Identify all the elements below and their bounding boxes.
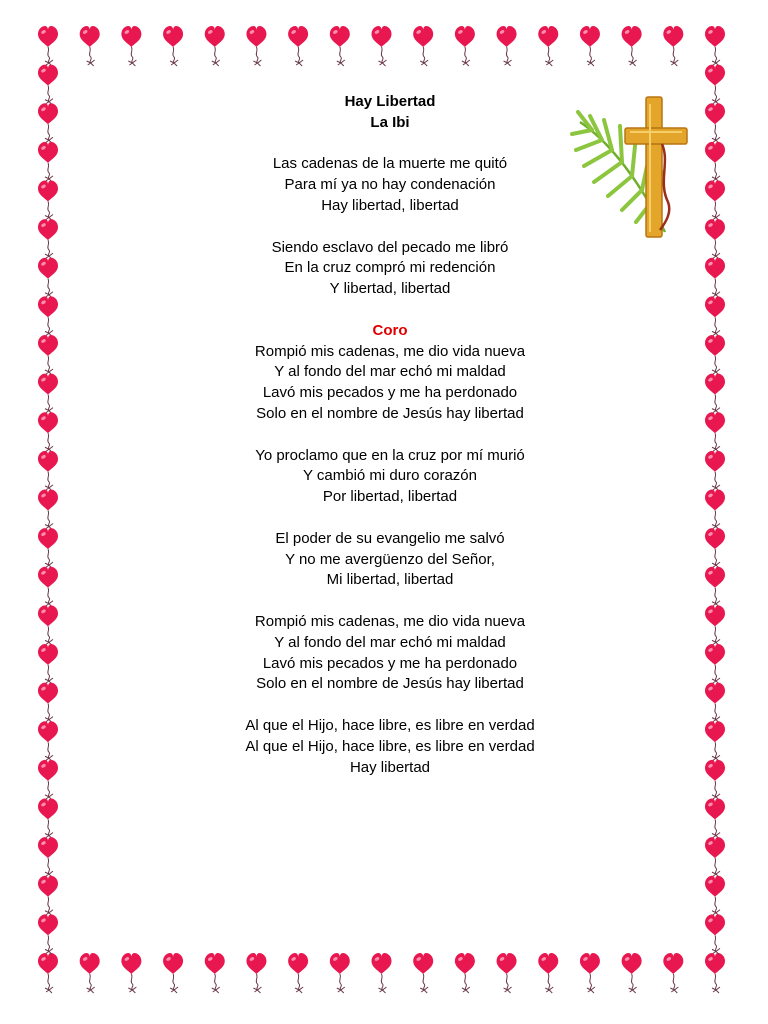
lyric-line: Por libertad, libertad [322, 488, 458, 506]
heart-balloon-icon [38, 567, 58, 607]
heart-balloon-icon [705, 26, 725, 66]
heart-balloon-icon [455, 26, 475, 66]
heart-balloon-icon [205, 26, 225, 66]
heart-balloon-icon [121, 953, 141, 993]
heart-balloon-icon [663, 26, 683, 66]
lyric-line: Hay libertad, libertad [321, 196, 459, 214]
lyric-line: Solo en el nombre de Jesús hay libertad [256, 404, 524, 422]
song-title: Hay Libertad [344, 93, 436, 110]
heart-balloon-icon [38, 799, 58, 839]
heart-balloon-icon [246, 26, 266, 66]
heart-balloon-icon [38, 644, 58, 684]
heart-balloon-icon [538, 26, 558, 66]
lyric-line: Rompió mis cadenas, me dio vida nueva [254, 342, 526, 360]
song-lyrics [130, 92, 650, 778]
stanza-4 [130, 529, 650, 591]
heart-balloon-icon [38, 528, 58, 568]
lyric-line: Y cambió mi duro corazón [303, 467, 477, 485]
heart-balloon-icon [705, 644, 725, 684]
heart-balloon-icon [705, 721, 725, 761]
heart-balloon-icon [705, 837, 725, 877]
heart-balloon-icon [372, 953, 392, 993]
heart-balloon-icon [663, 953, 683, 993]
lyric-line: Y al fondo del mar echó mi maldad [274, 633, 506, 651]
heart-balloon-icon [38, 953, 58, 993]
lyric-line: Rompió mis cadenas, me dio vida nueva [254, 612, 526, 630]
heart-balloon-icon [163, 26, 183, 66]
heart-balloon-icon [330, 26, 350, 66]
heart-balloon-icon [38, 683, 58, 723]
song-artist: La Ibi [370, 113, 410, 131]
heart-balloon-icon [705, 181, 725, 221]
heart-balloon-icon [38, 876, 58, 916]
heart-balloon-icon [38, 258, 58, 298]
heart-balloon-icon [80, 953, 100, 993]
heart-balloon-icon [497, 953, 517, 993]
heart-balloon-icon [705, 335, 725, 375]
heart-balloon-icon [38, 103, 58, 143]
heart-balloon-icon [580, 953, 600, 993]
lyric-line: Lavó mis pecados y me ha perdonado [262, 384, 518, 402]
heart-balloon-icon [705, 374, 725, 414]
heart-balloon-icon [580, 26, 600, 66]
heart-balloon-icon [38, 65, 58, 105]
heart-balloon-icon [705, 567, 725, 607]
heart-balloon-icon [38, 26, 58, 66]
heart-balloon-icon [705, 528, 725, 568]
heart-balloon-icon [80, 26, 100, 66]
heart-balloon-icon [38, 605, 58, 645]
lyric-line: Para mí ya no hay condenación [284, 176, 496, 194]
chorus [130, 321, 650, 425]
chorus-label: Coro [372, 321, 408, 339]
heart-balloon-icon [705, 412, 725, 452]
heart-balloon-icon [38, 374, 58, 414]
stanza-1 [130, 154, 650, 216]
heart-balloon-icon [163, 953, 183, 993]
heart-balloon-icon [38, 412, 58, 452]
chorus-repeat [130, 612, 650, 695]
heart-balloon-icon [705, 876, 725, 916]
lyric-line: Siendo esclavo del pecado me libró [271, 238, 509, 256]
lyric-line: Y libertad, libertad [329, 280, 451, 298]
lyric-line: Solo en el nombre de Jesús hay libertad [256, 675, 524, 693]
heart-balloon-icon [705, 258, 725, 298]
heart-balloon-icon [246, 953, 266, 993]
heart-balloon-icon [38, 760, 58, 800]
lyric-line: Y al fondo del mar echó mi maldad [274, 363, 506, 381]
lyric-line: Al que el Hijo, hace libre, es libre en verdad [245, 716, 535, 734]
heart-balloon-icon [705, 799, 725, 839]
heart-balloon-icon [288, 26, 308, 66]
heart-balloon-icon [38, 335, 58, 375]
heart-balloon-icon [288, 953, 308, 993]
heart-balloon-icon [205, 953, 225, 993]
heart-balloon-icon [705, 219, 725, 259]
lyric-line: Al que el Hijo, hace libre, es libre en verdad [245, 737, 535, 755]
heart-balloon-icon [705, 914, 725, 954]
heart-balloon-icon [622, 953, 642, 993]
stanza-final [130, 716, 650, 778]
heart-balloon-icon [38, 181, 58, 221]
heart-balloon-icon [413, 26, 433, 66]
heart-balloon-icon [455, 953, 475, 993]
heart-balloon-icon [705, 103, 725, 143]
heart-balloon-icon [38, 914, 58, 954]
heart-balloon-icon [413, 953, 433, 993]
heart-balloon-icon [38, 142, 58, 182]
heart-balloon-icon [38, 837, 58, 877]
heart-balloon-icon [705, 760, 725, 800]
heart-balloon-icon [705, 490, 725, 530]
heart-balloon-icon [538, 953, 558, 993]
heart-balloon-icon [38, 721, 58, 761]
heart-balloon-icon [705, 605, 725, 645]
heart-balloon-icon [622, 26, 642, 66]
lyric-line: Hay libertad [349, 758, 431, 776]
lyric-line: Mi libertad, libertad [326, 571, 454, 589]
heart-balloon-icon [705, 65, 725, 105]
heart-balloon-icon [38, 296, 58, 336]
heart-balloon-icon [705, 451, 725, 491]
heart-balloon-icon [372, 26, 392, 66]
heart-balloon-icon [705, 296, 725, 336]
stanza-2 [130, 238, 650, 300]
heart-balloon-icon [705, 142, 725, 182]
lyric-line: Las cadenas de la muerte me quitó [272, 155, 508, 173]
stanza-3 [130, 446, 650, 508]
heart-balloon-icon [705, 683, 725, 723]
heart-balloon-icon [497, 26, 517, 66]
lyric-line: Yo proclamo que en la cruz por mí murió [255, 446, 525, 464]
lyric-line: Y no me avergüenzo del Señor, [285, 550, 495, 568]
heart-balloon-icon [705, 953, 725, 993]
lyric-line: El poder de su evangelio me salvó [275, 529, 505, 547]
heart-balloon-icon [121, 26, 141, 66]
lyric-line: En la cruz compró mi redención [284, 259, 496, 277]
heart-balloon-icon [38, 219, 58, 259]
heart-balloon-icon [38, 451, 58, 491]
heart-balloon-icon [330, 953, 350, 993]
heart-balloon-icon [38, 490, 58, 530]
lyric-line: Lavó mis pecados y me ha perdonado [262, 654, 518, 672]
